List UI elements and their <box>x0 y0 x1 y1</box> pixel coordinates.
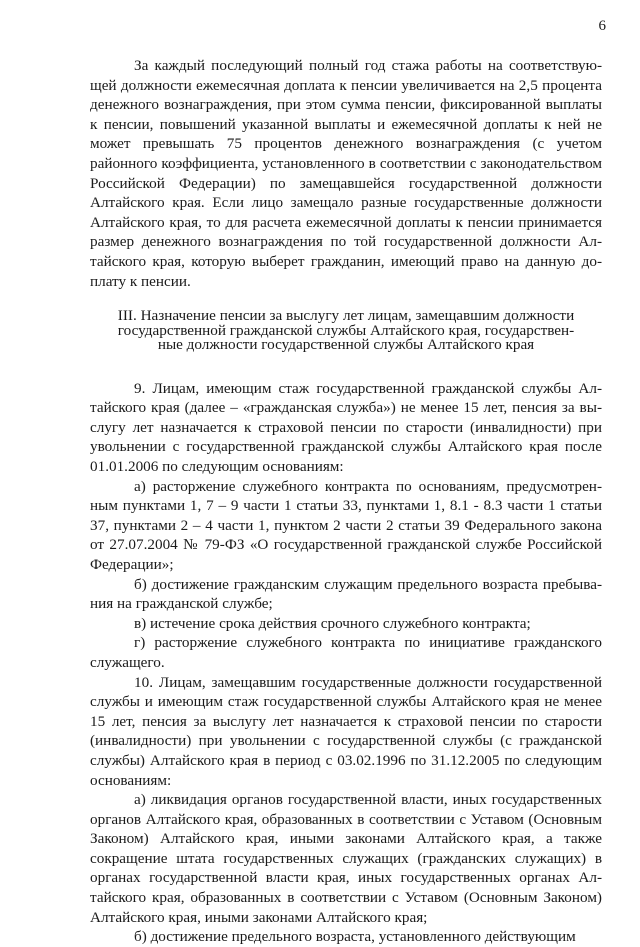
section-heading-line-3: ные должности государственной службы Алтайского края <box>157 336 535 354</box>
section-heading-line-1: III. Назначение пенсии за выслугу лет лицам, замещавшим должности <box>117 307 575 325</box>
section-heading-line-2: государственной гражданской службы Алтайского края, государствен- <box>117 321 575 339</box>
item-9-subitem-v: в) истечение срока действия срочного служебного контракта; <box>134 614 531 632</box>
item-9-subitem-a: а) расторжение служебного контракта по основаниям, предусмотренным пунктами 1, 7 – 9 части 1 статьи 33, пунктами 1, 8.1 - 8.3 части 1 статьи 37, пунктами 2 – 4 части 1, пунктом 2 части 2 статьи 39 Федерального закона от 27.07.2004 № 79-ФЗ «О государственной гражданской службе Российской Федерации»; <box>90 477 602 573</box>
item-9-intro: 9. Лицам, имеющим стаж государственной гражданской службы Алтайского края (далее – «гражданская служба») не менее 15 лет, пенсия за выслугу лет назначается к страховой пенсии по старости (инвалидности) при увольнении с государственной гражданской службы Алтайского края после 01.01.2006 по следующим основаниям: <box>90 379 602 475</box>
page-number: 6 <box>598 18 606 34</box>
item-10-subitem-a: а) ликвидация органов государственной власти, иных государственных органов Алтайского края, образованных в соответствии с Уставом (Основным Законом) Алтайского края, иными законами Алтайского края, а также сокращение штата государственных служащих (гражданских служащих) в органах государственной власти края, иных государственных органах Алтайского края, образованных в соответствии с Уставом (Основным Законом) Алтайского края, иными законами Алтайского края; <box>90 791 602 926</box>
item-9-subitem-g: г) расторжение служебного контракта по инициативе гражданского служащего. <box>90 634 602 671</box>
intro-paragraph: За каждый последующий полный год стажа работы на соответствующей должности ежемесячная доплата к пенсии увеличивается на 2,5 процента денежного вознаграждения, при этом сумма пенсии, фиксированной выплаты к пенсии, повышений указанной выплаты и ежемесячной доплаты к ней не может превышать 75 процентов денежного вознаграждения (с учетом районного коэффициента, установленного в соответствии с законодательством Российской Федерации) по замещавшейся государственной должности Алтайского края. Если лицо замещало разные государственные должности Алтайского края, то для расчета ежемесячной доплаты к пенсии принимается размер денежного вознаграждения по той государственной должности Алтайского края, которую выберет гражданин, имеющий право на данную доплату к пенсии. <box>90 57 602 290</box>
item-9-subitem-b: б) достижение гражданским служащим предельного возраста пребывания на гражданской службе; <box>90 575 602 613</box>
section-heading <box>90 309 602 353</box>
document-body <box>90 56 602 947</box>
item-10-subitem-b: б) достижение предельного возраста, установленного действующим <box>134 928 576 946</box>
item-10-intro: 10. Лицам, замещавшим государственные должности государственной службы и имеющим стаж государственной службы Алтайского края не менее 15 лет, пенсия за выслугу лет назначается к страховой пенсии по старости (инвалидности) при увольнении с государственной службы (с гражданской службы) Алтайского края в период с 03.02.1996 по 31.12.2005 по следующим основаниям: <box>90 673 602 789</box>
